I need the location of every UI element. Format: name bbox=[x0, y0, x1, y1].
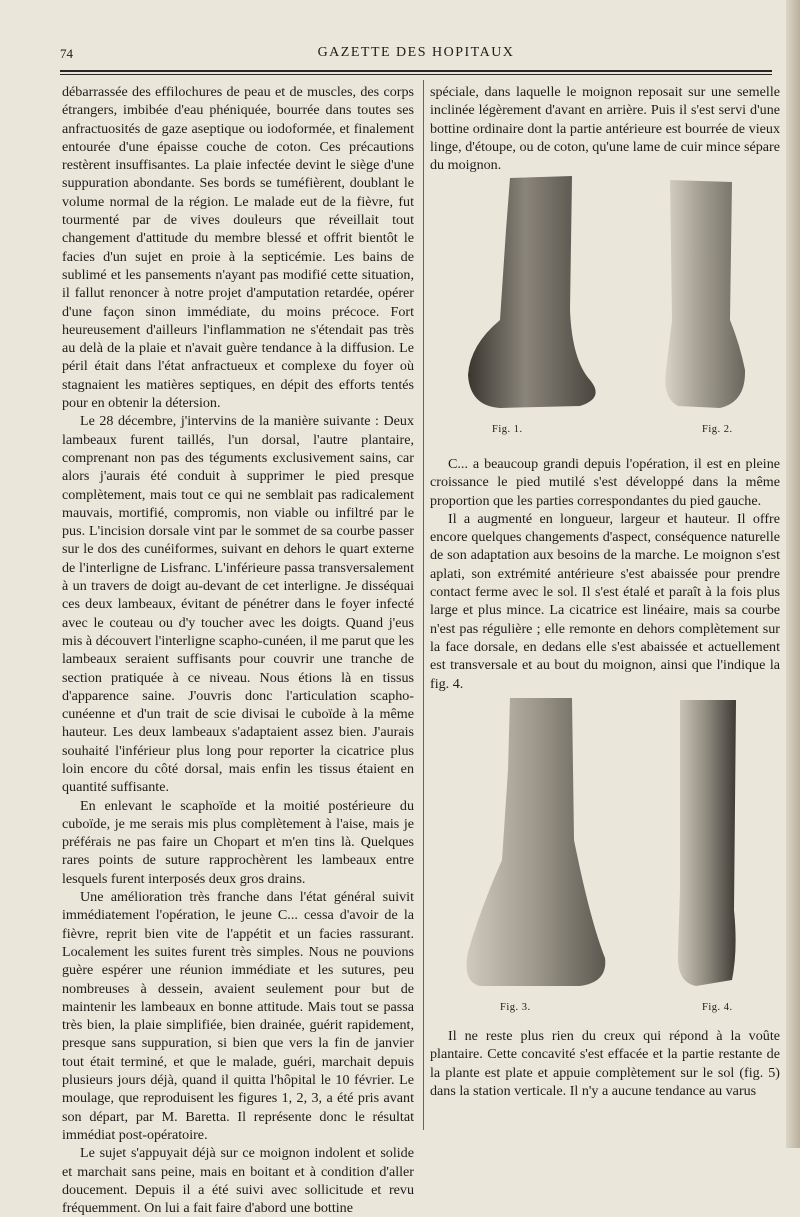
paragraph: En enlevant le scaphoïde et la moitié postérieure du cuboïde, je me serais mis plus complètement à l'aise, mais je préférais ne pas faire un Chopart et m'en tins là. Quelques rares points de suture rapprochèrent les lambeaux entre lesquels furent interposés deux gros drains. bbox=[62, 797, 414, 887]
figure-caption: Fig. 1. bbox=[492, 424, 523, 435]
foot-cast-illustration-3-4 bbox=[440, 690, 770, 1000]
paragraph: C... a beaucoup grandi depuis l'opération, il est en pleine croissance le pied mutilé s'est développé dans la même proportion que les parties correspondantes du pied gauche. bbox=[430, 456, 780, 509]
right-column-top bbox=[430, 83, 780, 174]
journal-title: GAZETTE DES HOPITAUX bbox=[317, 45, 515, 60]
paragraph: Il a augmenté en longueur, largeur et hauteur. Il offre encore quelques changements d'aspect, conséquence naturelle de son adaptation aux besoins de la marche. Le moignon s'est aplati, son extrémité antérieure s'est abaissée pour prendre contact ferme avec le sol. Il s'est étalé et paraît à la fois plus large et plus mince. La cicatrice est linéaire, mais sa courbe n'est pas régulière ; elle remonte en dehors complètement sur la face dorsale, en dedans elle s'est abaissée et actuellement est transversale et au bout du moignon, ainsi que l'indique la fig. 4. bbox=[430, 510, 780, 692]
right-column-bottom bbox=[430, 1027, 780, 1100]
paragraph: Le sujet s'appuyait déjà sur ce moignon indolent et solide et marchait sans peine, mais en boitant et à condition d'aller doucement. Depuis il a été suivi avec sollicitude et revu fréquemment. On lui a fait faire d'abord une bottine bbox=[62, 1145, 414, 1217]
figures-3-4 bbox=[440, 690, 770, 1020]
figure-caption: Fig. 2. bbox=[702, 424, 733, 435]
column-divider bbox=[423, 80, 424, 1130]
right-column-middle bbox=[430, 455, 780, 693]
foot-cast-illustration-1-2 bbox=[440, 170, 770, 440]
figure-caption: Fig. 3. bbox=[500, 1002, 531, 1013]
paragraph: Une amélioration très franche dans l'état général suivit immédiatement l'opération, le jeune C... cessa d'avoir de la fièvre, reprit bien vite de l'appétit et un facies rassurant. Localement les suites furent très simples. Nous ne pouvions guère espérer une réunion immédiate et les sutures, peu nombreuses à dessein, avaient seulement pour but de maintenir les lambeaux en bonne attitude. Mais tout se passa très bien, la plaie simplifiée, bien drainée, guérit rapidement, presque sans suppuration, si bien que vers la fin de janvier tout était terminé, et que le malade, guéri, marchait depuis plusieurs jours déjà, quand il quitta l'hôpital le 10 février. Le moulage, que reproduisent les figures 1, 2, 3, a été pris avant son départ, par M. Baretta. Il représente donc le résultat immédiat post-opératoire. bbox=[62, 889, 414, 1143]
paragraph: Il ne reste plus rien du creux qui répond à la voûte plantaire. Cette concavité s'est effacée et la partie restante de la plante est plate et appuie complètement sur le sol (fig. 5) dans la station verticale. Il n'y a aucune tendance au varus bbox=[430, 1028, 780, 1099]
page-header bbox=[60, 44, 772, 66]
figures-1-2 bbox=[440, 170, 770, 440]
paragraph: Le 28 décembre, j'intervins de la manière suivante : Deux lambeaux furent taillés, l'un dorsal, l'autre plantaire, comprenant non pas des téguments exclusivement sains, car alors j'aurais été conduit à supprimer le pied presque complètement, mais tout ce qui ne semblait pas radicalement mauvais, mortifié, compromis, non viable ou infiltré par le pus. L'incision dorsale vint par le sommet de sa courbe passer sur le dos des cunéiformes, suivant en dehors le quart externe de l'interligne de Lisfranc. L'inférieure passa transversalement à un travers de doigt au-devant de cet interligne. Je disséquai ces deux lambeaux, évitant de pénétrer dans le foyer infecté avec le couteau ou d'y toucher avec les doigts. Quand j'eus mis à découvert l'interligne scapho-cunéen, il me parut que les lambeaux seraient suffisants pour couvrir une tranche de section pratiquée à ce niveau. Nous étions là en tissus d'apparence saine. J'ouvris donc l'articulation scapho-cunéenne et d'un trait de scie divisai le cuboïde à la même hauteur. Les deux lambeaux s'adaptaient assez bien. J'aurais souhaité l'inférieur plus long pour reporter la cicatrice plus loin encore du côté dorsal, mais enfin les tissus étaient en quantité suffisante. bbox=[62, 413, 414, 796]
page-edge bbox=[786, 0, 800, 1148]
figure-caption: Fig. 4. bbox=[702, 1002, 733, 1013]
paragraph: spéciale, dans laquelle le moignon reposait sur une semelle inclinée légèrement d'avant en arrière. Puis il s'est servi d'une bottine ordinaire dont la partie antérieure est bourrée de vieux linge, d'étoupe, ou de coton, qu'une lame de cuir mince sépare du moignon. bbox=[430, 84, 780, 174]
header-rule-thin bbox=[60, 74, 772, 75]
page-number: 74 bbox=[60, 46, 73, 61]
header-rule bbox=[60, 70, 772, 72]
paragraph: débarrassée des effilochures de peau et de muscles, des corps étrangers, imbibée d'eau phéniquée, bourrée dans toutes ses anfractuosités de gaze aseptique ou iodoformée, et finalement entourée d'une épaisse couche de coton. Ces précautions restèrent insuffisantes. La plaie infectée devint le siège d'une suppuration abondante. Ses bords se tuméfièrent, doublant le volume normal de la région. Le malade eut de la fièvre, fut tourmenté par de vives douleurs que réveillait tout changement d'attitude du membre blessé et offrit bientôt le facies d'un sujet en proie à la septicémie. Les bains de sublimé et les pansements n'ayant pas modifié cette situation, il fallut renoncer à notre projet d'amputation retardée, opérer d'une façon sinon immédiate, du moins précoce. Fort heureusement d'ailleurs l'inflammation ne s'étendait pas très au delà de la plaie et n'avait guère tendance à la diffusion. Le péril était dans l'état anfractueux et complexe du foyer où stagnaient les matières septiques, en dépit des efforts tentés pour en obtenir la détersion. bbox=[62, 84, 414, 412]
left-column bbox=[62, 83, 414, 1217]
